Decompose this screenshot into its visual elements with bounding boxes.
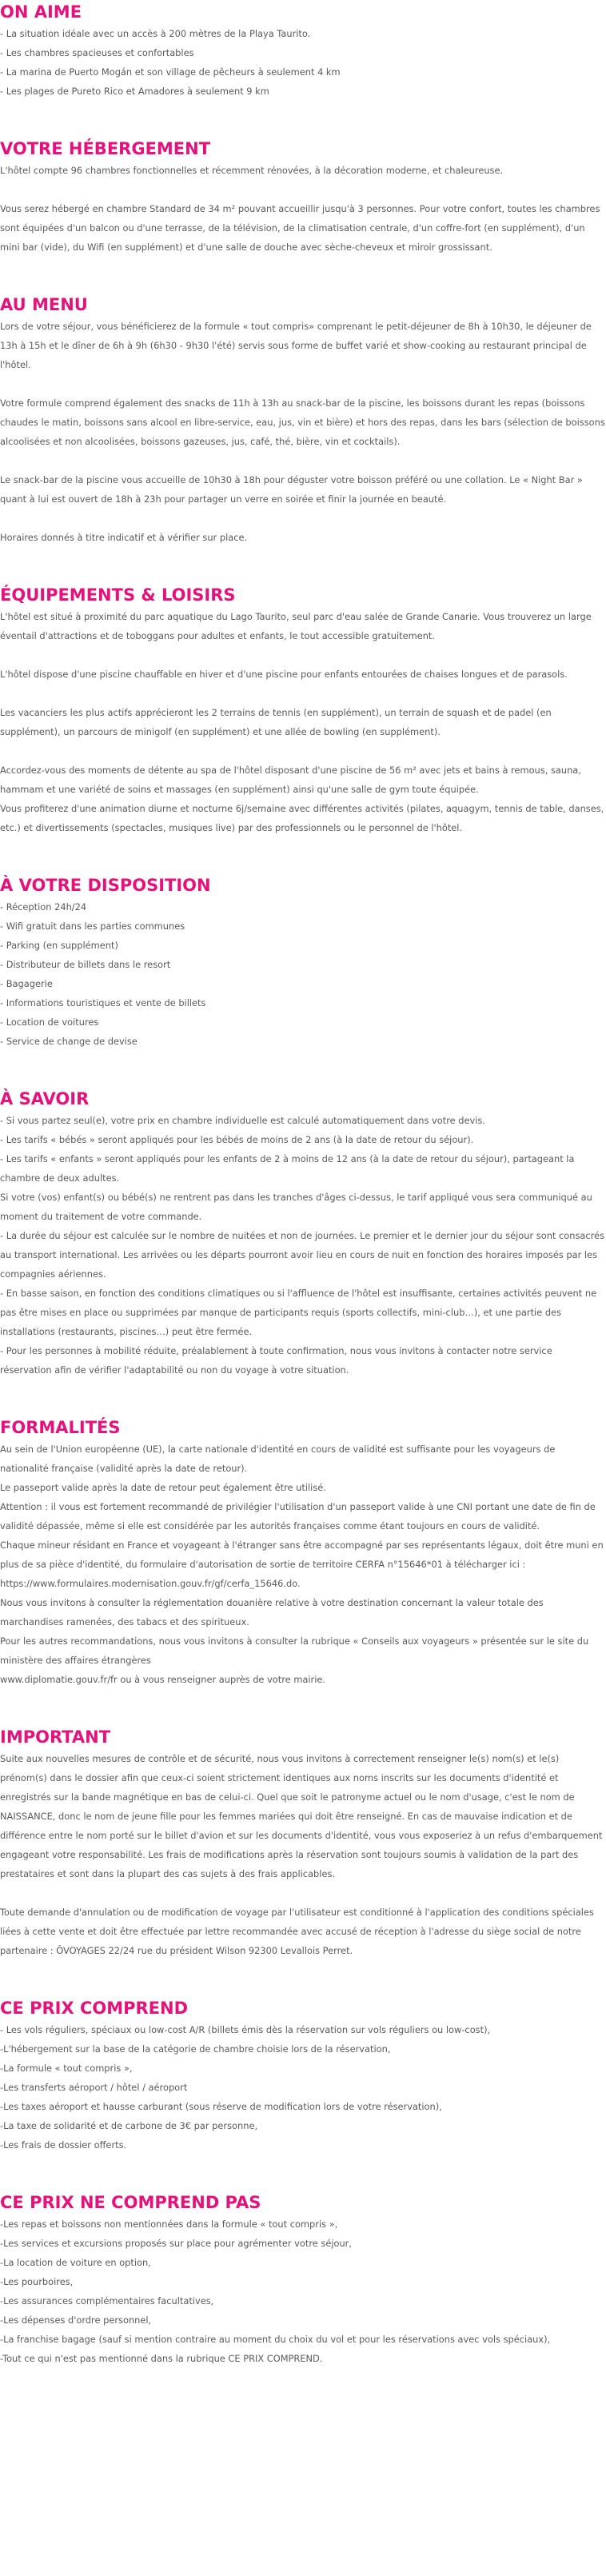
- text-line: - Service de change de devise: [0, 1036, 138, 1047]
- section-title: À VOTRE DISPOSITION: [0, 876, 211, 895]
- text-line: -L'hébergement sur la base de la catégorie de chambre choisie lors de la réservation,: [0, 2043, 391, 2055]
- text-line: Toute demande d'annulation ou de modification de voyage par l'utilisateur est conditionné à l'application des conditions spéciales liées à cette vente et doit être effectuée par lettre recommandée avec accusé de réception à l'adresse du siège social de notre partenaire : ÔVOYAGES 22/24 rue du président Wilson 92300 Levallois Perret.: [0, 1907, 594, 1956]
- text-line: Vous profiterez d'une animation diurne et nocturne 6j/semaine avec différentes activités (pilates, aquagym, tennis de table, danses, etc.) et divertissements (spectacles, musiques live) par des professionnels ou le personnel de l'hôtel.: [0, 803, 604, 833]
- text-line: Lors de votre séjour, vous bénéficierez de la formule « tout compris» comprenant le petit-déjeuner de 8h à 10h30, le déjeuner de 13h à 15h et le dîner de 6h à 9h (6h30 - 9h30 l'été) servis sous forme de buffet varié et show-cooking au restaurant principal de l'hôtel.: [0, 321, 592, 370]
- text-line: - Pour les personnes à mobilité réduite, préalablement à toute confirmation, nous vous invitons à contacter notre service réservation afin de vérifier l'adaptabilité ou non du voyage à votre situation.: [0, 1345, 552, 1376]
- text-line: - Les plages de Pureto Rico et Amadores à seulement 9 km: [0, 86, 269, 97]
- paragraph: [0, 161, 606, 180]
- paragraph: [0, 2215, 606, 2368]
- section-hebergement: [0, 137, 606, 257]
- text-line: Horaires donnés à titre indicatif et à vérifier sur place.: [0, 532, 248, 543]
- text-line: L'hôtel est situé à proximité du parc aquatique du Lago Taurito, seul parc d'eau salée de Grande Canarie. Vous trouverez un large éventail d'attractions et de toboggans pour adultes et enfants, le tout accessible gratuitement.: [0, 611, 592, 641]
- text-line: - Les chambres spacieuses et confortables: [0, 47, 194, 58]
- text-line: L'hôtel compte 96 chambres fonctionnelles et récemment rénovées, à la décoration moderne, et chaleureuse.: [0, 165, 504, 176]
- text-line: - Les tarifs « bébés » seront appliqués pour les bébés de moins de 2 ans (à la date de retour du séjour).: [0, 1134, 474, 1145]
- text-line: Le snack-bar de la piscine vous accueille de 10h30 à 18h pour déguster votre boisson préféré ou une collation. Le « Night Bar » quant à lui est ouvert de 18h à 23h pour partager un verre en soirée et finir la journée en beauté.: [0, 474, 583, 505]
- text-line: - Les vols réguliers, spéciaux ou low-cost A/R (billets émis dès la réservation sur vols réguliers ou low-cost),: [0, 2024, 491, 2035]
- section-important: [0, 1725, 606, 1960]
- text-line: L'hôtel dispose d'une piscine chauffable en hiver et d'une piscine pour enfants entourées de chaises longues et de parasols.: [0, 669, 568, 680]
- paragraph: [0, 703, 606, 741]
- section-title: ON AIME: [0, 2, 82, 22]
- text-line: - La durée du séjour est calculée sur le nombre de nuitées et non de journées. Le premier et le dernier jour du séjour sont consacrés au transport international. Les arrivées ou les départs pourront avoir lieu en cours de nuit en fonction des horaires imposés par les compagnies aériennes.: [0, 1230, 605, 1280]
- text-line: -Les transferts aéroport / hôtel / aéroport: [0, 2082, 188, 2093]
- text-line: -La franchise bagage (sauf si mention contraire au moment du choix du vol et pour les réservations avec vols spéciaux),: [0, 2334, 551, 2345]
- section-title: FORMALITÉS: [0, 1418, 121, 1437]
- section-title: CE PRIX COMPREND: [0, 1999, 189, 2018]
- section-title: CE PRIX NE COMPREND PAS: [0, 2193, 261, 2212]
- text-line: - Bagagerie: [0, 978, 53, 989]
- paragraph: [0, 470, 606, 509]
- paragraph: [0, 199, 606, 257]
- section-title: AU MENU: [0, 295, 88, 314]
- paragraph: [0, 665, 606, 684]
- paragraph: [0, 1111, 606, 1380]
- paragraph: [0, 317, 606, 374]
- text-line: Les vacanciers les plus actifs apprécieront les 2 terrains de tennis (en supplément), un terrain de squash et de padel (en supplément), un parcours de minigolf (en supplément) et une allée de bowling (en supplément).: [0, 707, 552, 737]
- paragraph: [0, 528, 606, 547]
- text-line: Si votre (vos) enfant(s) ou bébé(s) ne rentrent pas dans les tranches d'âges ci-dessus, le tarif appliqué vous sera communiqué au moment du traitement de votre commande.: [0, 1192, 592, 1222]
- text-line: - Si vous partez seul(e), votre prix en chambre individuelle est calculé automatiquement dans votre devis.: [0, 1115, 485, 1126]
- section-on-aime: [0, 0, 606, 101]
- text-line: -La location de voiture en option,: [0, 2257, 151, 2268]
- text-line: - La marina de Puerto Mogán et son village de pêcheurs à seulement 4 km: [0, 66, 341, 78]
- section-body: [0, 2215, 606, 2368]
- section-savoir: [0, 1087, 606, 1380]
- section-title: ÉQUIPEMENTS & LOISIRS: [0, 585, 236, 605]
- text-line: www.diplomatie.gouv.fr/fr ou à vous renseigner auprès de votre mairie.: [0, 1674, 326, 1685]
- paragraph: [0, 1749, 606, 1883]
- section-equipements: [0, 583, 606, 837]
- paragraph: [0, 24, 606, 101]
- paragraph: [0, 761, 606, 837]
- section-prix-ne-comprend: [0, 2191, 606, 2368]
- paragraph: [0, 2020, 606, 2155]
- text-line: -Les frais de dossier offerts.: [0, 2139, 127, 2151]
- section-body: [0, 1440, 606, 1689]
- section-title: IMPORTANT: [0, 1727, 111, 1747]
- text-line: Nous vous invitons à consulter la réglementation douanière relative à votre destination concernant la valeur totale des marchandises ramenées, des tabacs et des spiritueux.: [0, 1597, 544, 1627]
- section-body: [0, 317, 606, 547]
- text-line: Au sein de l'Union européenne (UE), la carte nationale d'identité en cours de validité est suffisante pour les voyageurs de nationalité française (validité après la date de retour).: [0, 1444, 556, 1474]
- text-line: Vous serez hébergé en chambre Standard de 34 m² pouvant accueillir jusqu'à 3 personnes. Pour votre confort, toutes les chambres sont équipées d'un balcon ou d'une terrasse, de la télévision, de la climatisation centrale, d'un coffre-fort (en supplément), d'un mini bar (vide), du Wifi (en supplément) et d'une salle de douche avec sèche-cheveux et miroir grossissant.: [0, 203, 600, 253]
- text-line: -Tout ce qui n'est pas mentionné dans la rubrique CE PRIX COMPREND.: [0, 2353, 323, 2364]
- section-body: [0, 607, 606, 837]
- section-title: À SAVOIR: [0, 1089, 90, 1108]
- text-line: - La situation idéale avec un accès à 200 mètres de la Playa Taurito.: [0, 28, 311, 39]
- text-line: - Wifi gratuit dans les parties communes: [0, 921, 185, 932]
- section-au-menu: [0, 293, 606, 547]
- paragraph: [0, 897, 606, 1051]
- text-line: -Les assurances complémentaires facultatives,: [0, 2295, 214, 2306]
- text-line: -Les pourboires,: [0, 2276, 74, 2287]
- text-line: -La taxe de solidarité et de carbone de 3€ par personne,: [0, 2120, 258, 2131]
- text-line: Pour les autres recommandations, nous vous invitons à consulter la rubrique « Conseils aux voyageurs » présentée sur le site du ministère des affaires étrangères: [0, 1635, 589, 1666]
- text-line: Chaque mineur résidant en France et voyageant à l'étranger sans être accompagné par ses représentants légaux, doit être muni en plus de sa pièce d'identité, du formulaire d'autorisation de sortie de territoire CERFA n°15646*01 à télécharger ici : https://www.formulaires.modernisation.gouv.fr/gf/cerfa_15646.do.: [0, 1540, 604, 1589]
- text-line: - Les tarifs « enfants » seront appliqués pour les enfants de 2 à moins de 12 ans (à la date de retour du séjour), partageant la chambre de deux adultes.: [0, 1153, 575, 1184]
- section-body: [0, 2020, 606, 2155]
- text-line: -Les services et excursions proposés sur place pour agrémenter votre séjour,: [0, 2238, 352, 2249]
- text-line: Suite aux nouvelles mesures de contrôle et de sécurité, nous vous invitons à correctement renseigner le(s) nom(s) et le(s) prénom(s) dans le dossier afin que ceux-ci soient strictement identiques aux noms inscrits sur les documents d'identité et enregistrés sur la bande magnétique en bas de celui-ci. Quel que soit le patronyme actuel ou le nom d'usage, c'est le nom de NAISSANCE, donc le nom de jeune fille pour les femmes mariées qui doit être renseigné. En cas de mauvaise indication et de différence entre le nom porté sur le billet d'avion et sur les documents d'identité, vous vous exposeriez à un refus d'embarquement engageant votre responsabilité. Les frais de modifications après la réservation sont toujours soumis à validation de la part des prestataires et sont dans la plupart des cas sujets à des frais applicables.: [0, 1753, 603, 1879]
- paragraph: [0, 607, 606, 645]
- section-body: [0, 24, 606, 101]
- paragraph: [0, 393, 606, 451]
- text-line: Le passeport valide après la date de retour peut également être utilisé.: [0, 1482, 326, 1493]
- text-line: -Les repas et boissons non mentionnées dans la formule « tout compris »,: [0, 2219, 338, 2230]
- section-body: [0, 1749, 606, 1960]
- text-line: - En basse saison, en fonction des conditions climatiques ou si l'affluence de l'hôtel est insuffisante, certaines activités peuvent ne pas être mises en place ou supprimées par manque de participants requis (sports collectifs, mini-club…), et une partie des installations (restaurants, piscines…) peut être fermée.: [0, 1288, 597, 1337]
- section-title: VOTRE HÉBERGEMENT: [0, 139, 211, 158]
- text-line: Attention : il vous est fortement recommandé de privilégier l'utilisation d'un passeport valide à une CNI portant une date de fin de validité dépassée, même si elle est considérée par les autorités françaises comme étant toujours en cours de validité.: [0, 1501, 596, 1532]
- section-disposition: [0, 873, 606, 1051]
- text-line: Votre formule comprend également des snacks de 11h à 13h au snack-bar de la piscine, les boissons durant les repas (boissons chaudes le matin, boissons sans alcool en libre-service, eau, jus, vin et bière) et hors des repas, dans les bars (sélection de boissons alcoolisées et non alcoolisées, boissons gazeuses, jus, café, thé, bière, vin et cocktails).: [0, 397, 605, 447]
- text-line: - Location de voitures: [0, 1016, 99, 1028]
- text-line: -Les dépenses d'ordre personnel,: [0, 2314, 152, 2326]
- text-line: Accordez-vous des moments de détente au spa de l'hôtel disposant d'une piscine de 56 m² avec jets et bains à remous, sauna, hammam et une variété de soins et massages (en supplément) ainsi qu'une salle de gym toute équipée.: [0, 765, 581, 795]
- text-line: - Réception 24h/24: [0, 901, 87, 913]
- text-line: -La formule « tout compris »,: [0, 2063, 133, 2074]
- text-line: - Parking (en supplément): [0, 940, 118, 951]
- paragraph: [0, 1440, 606, 1689]
- section-body: [0, 1111, 606, 1380]
- text-line: - Distributeur de billets dans le resort: [0, 959, 171, 970]
- text-line: -Les taxes aéroport et hausse carburant (sous réserve de modification lors de votre réservation),: [0, 2101, 442, 2112]
- text-line: - Informations touristiques et vente de billets: [0, 997, 206, 1008]
- section-formalites: [0, 1416, 606, 1689]
- section-prix-comprend: [0, 1996, 606, 2155]
- paragraph: [0, 1903, 606, 1960]
- section-body: [0, 897, 606, 1051]
- section-body: [0, 161, 606, 257]
